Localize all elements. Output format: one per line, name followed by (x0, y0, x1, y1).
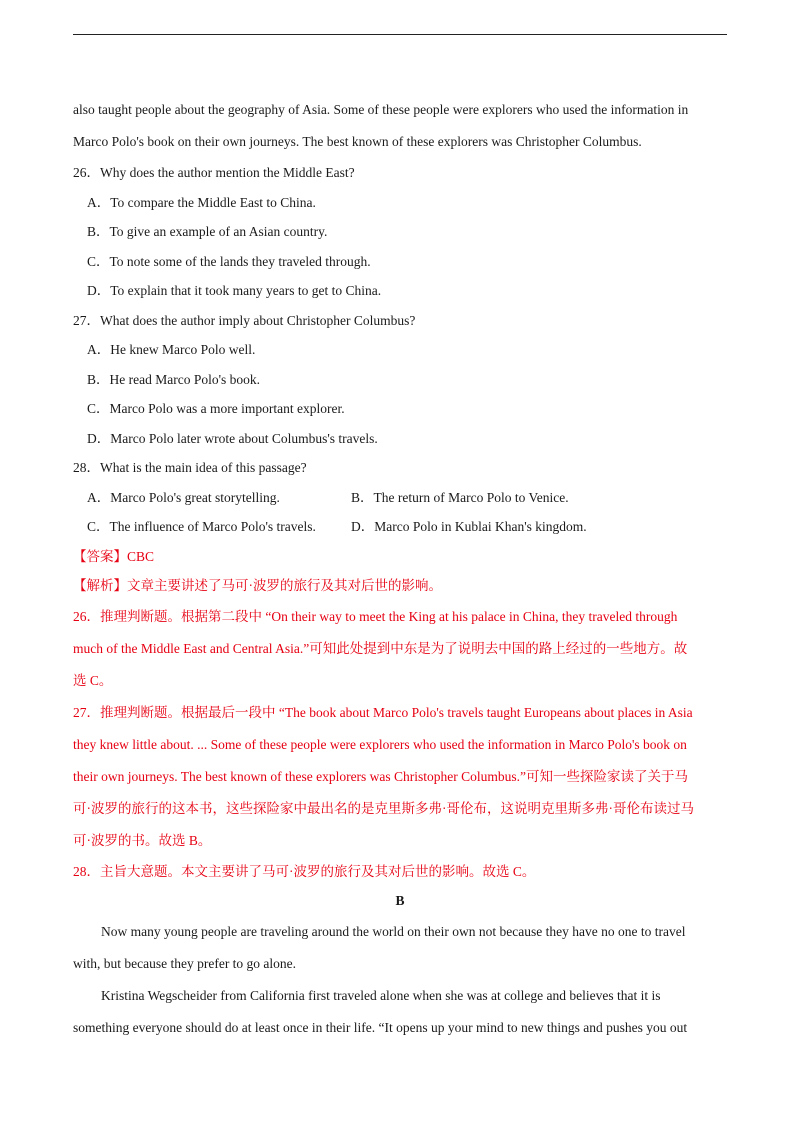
question-28 (73, 453, 727, 542)
option-c: C．Marco Polo was a more important explorer. (87, 401, 345, 416)
answer-analysis (73, 542, 727, 887)
passage-line: also taught people about the geography of Asia. Some of these people were explorers who used the information in (73, 102, 689, 117)
option-b: B．The return of Marco Polo to Venice. (351, 489, 569, 505)
question-stem: 28．What is the main idea of this passage? (73, 460, 307, 475)
document-body (73, 94, 727, 1044)
section-heading: B (395, 893, 405, 908)
question-26 (73, 158, 727, 306)
option-a: A．Marco Polo's great storytelling. (87, 489, 280, 505)
option-a: A．He knew Marco Polo well. (87, 342, 256, 357)
option-d: D．Marco Polo in Kublai Khan's kingdom. (351, 519, 587, 534)
passage-a-tail (73, 94, 727, 158)
analysis-28: 28．主旨大意题。本文主要讲了马可·波罗的旅行及其对后世的影响。故选 C。 (73, 863, 536, 879)
option-row (73, 512, 727, 542)
analysis-26: 选 C。 (73, 672, 113, 688)
option-d: D．To explain that it took many years to get to China. (87, 283, 382, 298)
analysis-summary: 【解析】文章主要讲述了马可·波罗的旅行及其对后世的影响。 (73, 578, 442, 593)
option-a: A．To compare the Middle East to China. (87, 194, 316, 210)
analysis-26: much of the Middle East and Central Asia.”可知此处提到中东是为了说明去中国的路上经过的一些地方。故 (73, 640, 688, 656)
option-b: B．To give an example of an Asian country. (87, 224, 328, 239)
option-c: C．To note some of the lands they traveled through. (87, 253, 371, 269)
header-rule (73, 34, 727, 35)
paragraph-line: Kristina Wegscheider from California first traveled alone when she was at college and believes that it is (101, 987, 661, 1003)
section-b (73, 886, 727, 1044)
analysis-27: they knew little about. ... Some of these people were explorers who used the information in Marco Polo's book on (73, 736, 687, 752)
question-stem: 26．Why does the author mention the Middle East? (73, 165, 355, 180)
analysis-26: 26．推理判断题。根据第二段中 “On their way to meet the King at his palace in China, they traveled through (73, 608, 678, 624)
paragraph-line: Now many young people are traveling around the world on their own not because they have no one to travel (101, 923, 686, 939)
question-stem: 27．What does the author imply about Christopher Columbus? (73, 312, 416, 328)
analysis-27: 可·波罗的书。故选 B。 (73, 832, 212, 848)
analysis-27: their own journeys. The best known of these explorers was Christopher Columbus.”可知一些探险家读了关于马 (73, 768, 689, 784)
paragraph-line: something everyone should do at least once in their life. “It opens up your mind to new things and pushes you out (73, 1019, 688, 1035)
option-row (73, 483, 727, 513)
analysis-27: 27．推理判断题。根据最后一段中 “The book about Marco Polo's travels taught Europeans about places in Asia (73, 704, 693, 720)
option-d: D．Marco Polo later wrote about Columbus's travels. (87, 430, 378, 446)
paragraph-line: with, but because they prefer to go alone. (73, 955, 297, 971)
answer-line: 【答案】CBC (73, 548, 155, 564)
option-c: C．The influence of Marco Polo's travels. (87, 519, 316, 534)
question-27 (73, 306, 727, 454)
analysis-27: 可·波罗的旅行的这本书，这些探险家中最出名的是克里斯多弗·哥伦布，这说明克里斯多弗·哥伦布读过马 (73, 800, 694, 816)
passage-line: Marco Polo's book on their own journeys. The best known of these explorers was Christopher Columbus. (73, 134, 642, 149)
option-b: B．He read Marco Polo's book. (87, 371, 261, 387)
